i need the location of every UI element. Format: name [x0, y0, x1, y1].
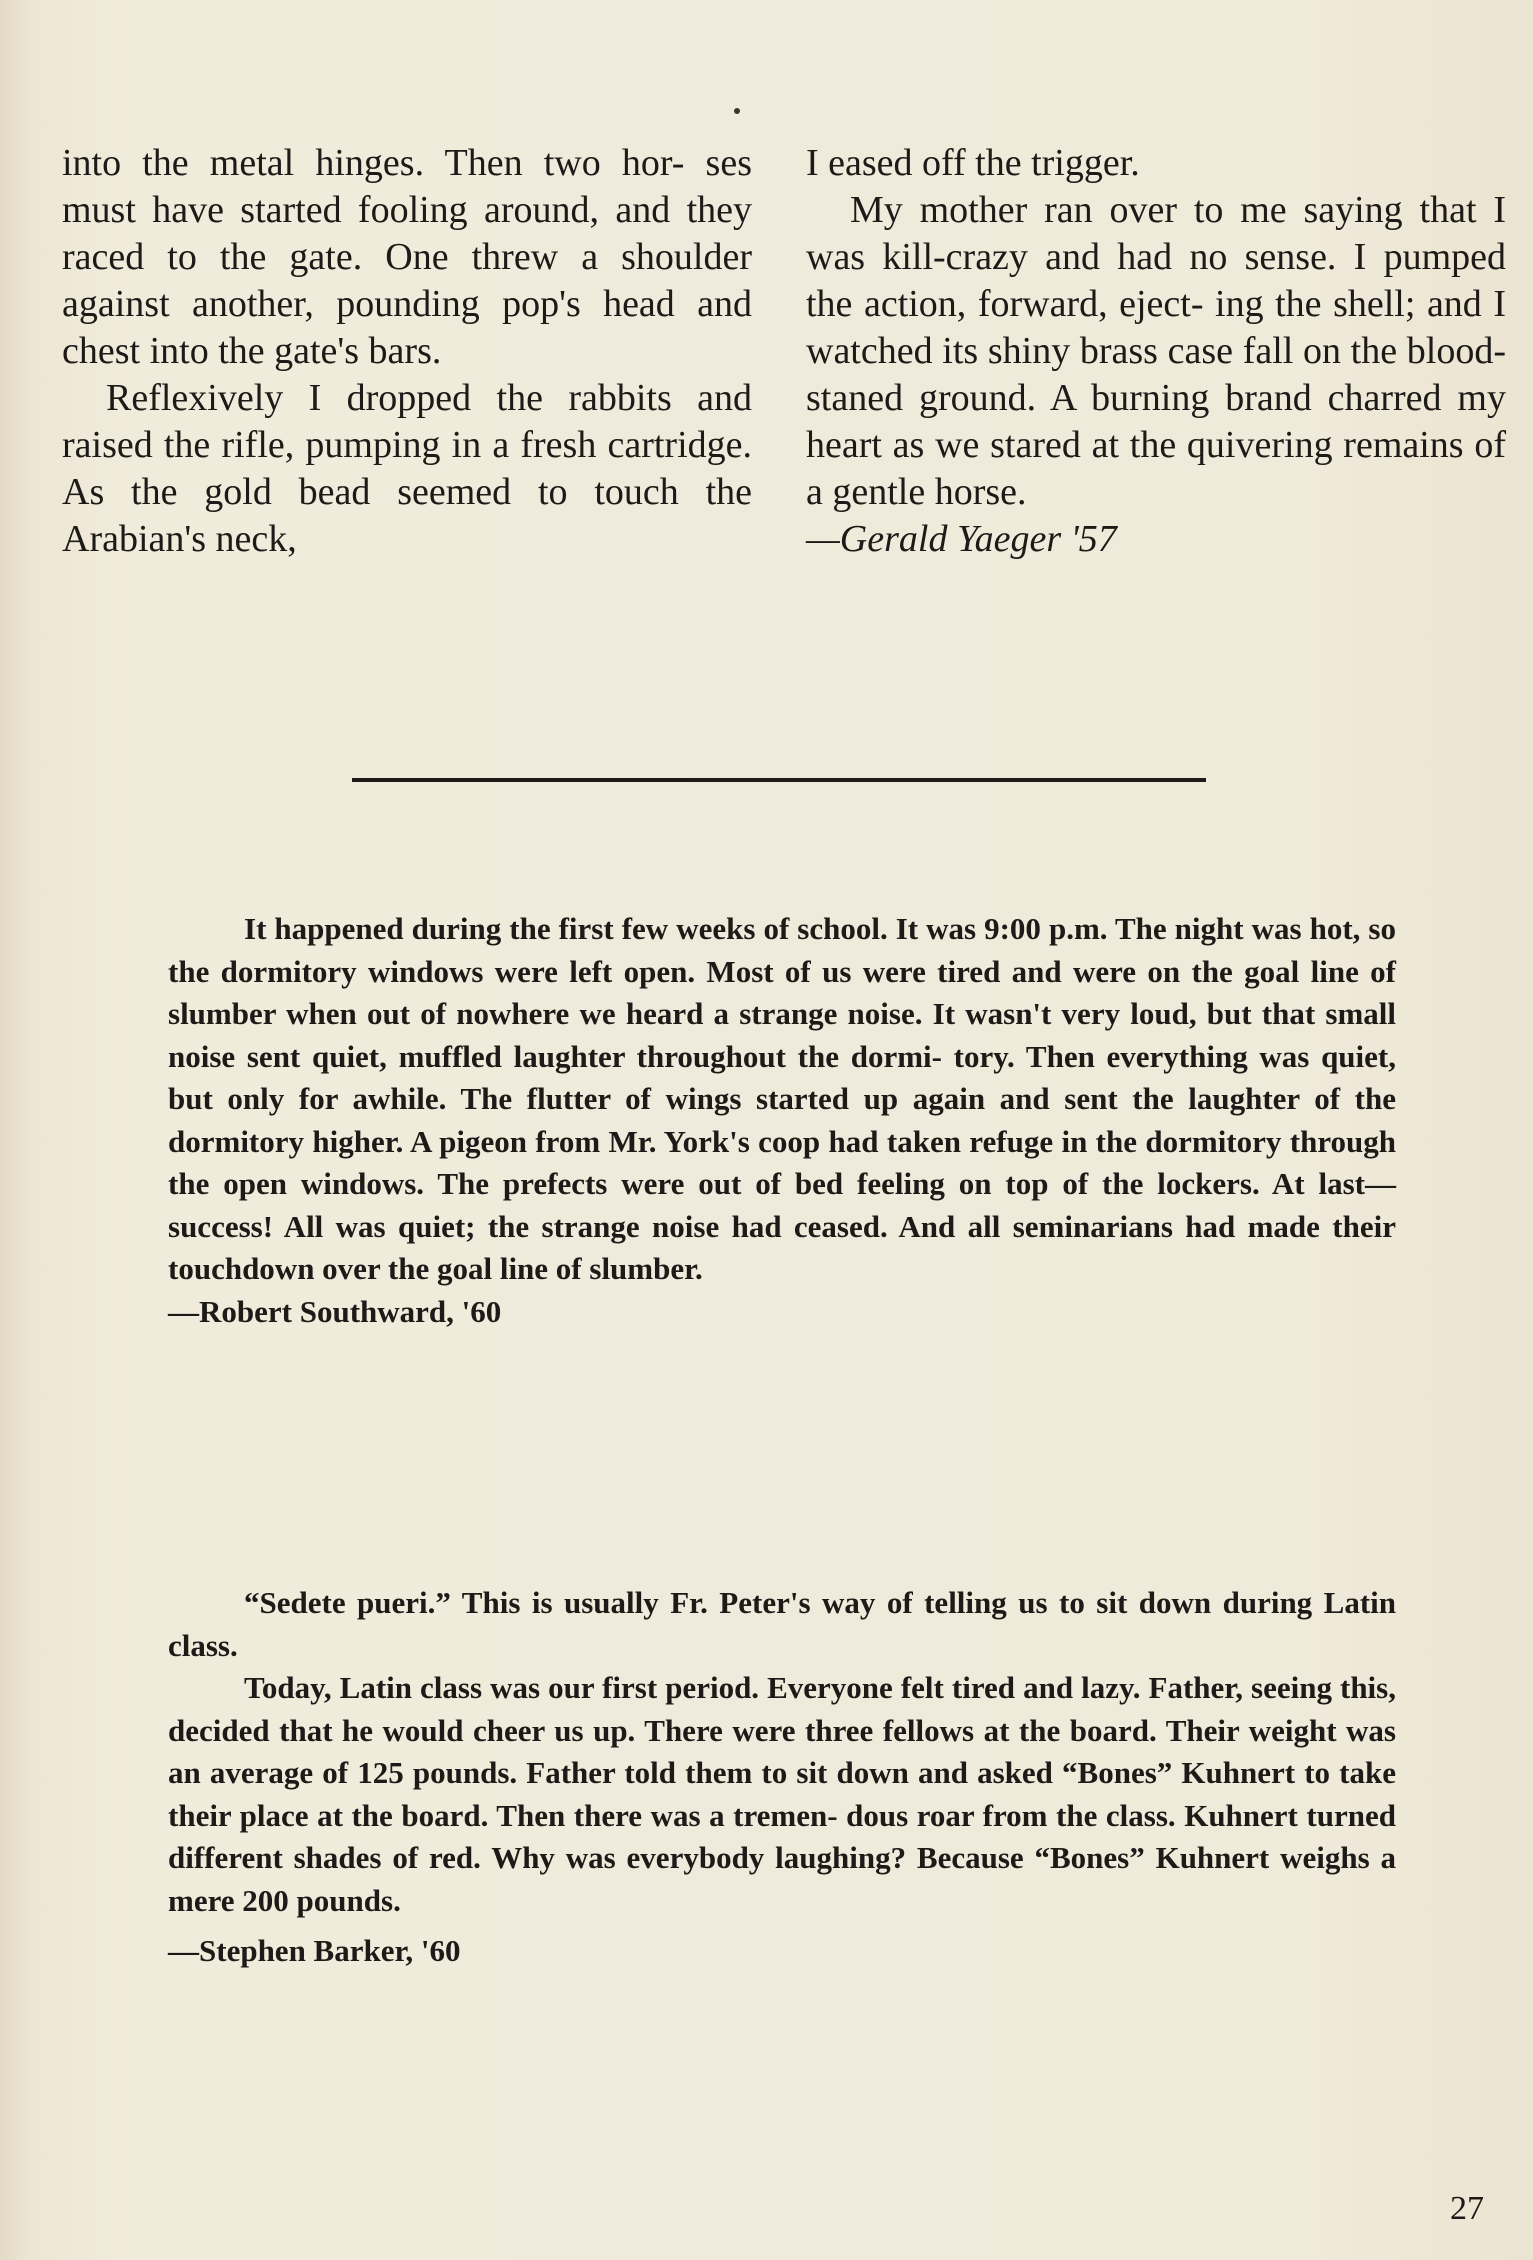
poem-paragraph: Reflexively I dropped the rabbits and raised the rifle, pumping in a fresh cartridge. As the gold bead seemed to touch the Arabian's neck, [62, 377, 752, 560]
poem-paragraph: I eased off the trigger. [806, 142, 1140, 184]
poem-signature: —Gerald Yaeger '57 [806, 518, 1117, 560]
page-number: 27 [1450, 2190, 1484, 2227]
latin-story [168, 1582, 1396, 1973]
section-divider [352, 778, 1206, 782]
story-paragraph: Today, Latin class was our first period. Everyone felt tired and lazy. Father, seeing this, decided that he would cheer us up. There were three fellows at the board. Their weight was an average of 125 pounds. Father told them to sit down and asked “Bones” Kuhnert to take their place at the board. Then there was a tremen- dous roar from the class. Kuhnert turned different shades of red. Why was everybody laughing? Because “Bones” Kuhnert weighs a mere 200 pounds. [168, 1670, 1396, 1918]
poem-paragraph: into the metal hinges. Then two hor- ses must have started fooling around, and they raced to the gate. One threw a shoulder against another, pounding pop's head and chest into the gate's bars. [62, 142, 752, 372]
decorative-dot [734, 108, 740, 114]
story-byline: —Stephen Barker, '60 [168, 1933, 461, 1968]
poem-right-column [806, 140, 1506, 563]
story-paragraph: “Sedete pueri.” This is usually Fr. Peter's way of telling us to sit down during Latin class. [168, 1585, 1396, 1663]
poem-paragraph: My mother ran over to me saying that I was kill-crazy and had no sense. I pumped the action, forward, eject- ing the shell; and I watched its shiny brass case fall on the blood-staned ground. A burning brand charred my heart as we stared at the quivering remains of a gentle horse. [806, 189, 1506, 513]
story-paragraph: It happened during the first few weeks of school. It was 9:00 p.m. The night was hot, so the dormitory windows were left open. Most of us were tired and were on the goal line of slumber when out of nowhere we heard a strange noise. It wasn't very loud, but that small noise sent quiet, muffled laughter throughout the dormi- tory. Then everything was quiet, but only for awhile. The flutter of wings started up again and sent the laughter of the dormitory higher. A pigeon from Mr. York's coop had taken refuge in the dormitory through the open windows. The prefects were out of bed feeling on top of the lockers. At last—success! All was quiet; the strange noise had ceased. And all seminarians had made their touchdown over the goal line of slumber. [168, 911, 1396, 1286]
poem-left-column [62, 140, 752, 563]
story-byline: —Robert Southward, '60 [168, 1293, 502, 1329]
pigeon-story [168, 908, 1396, 1333]
